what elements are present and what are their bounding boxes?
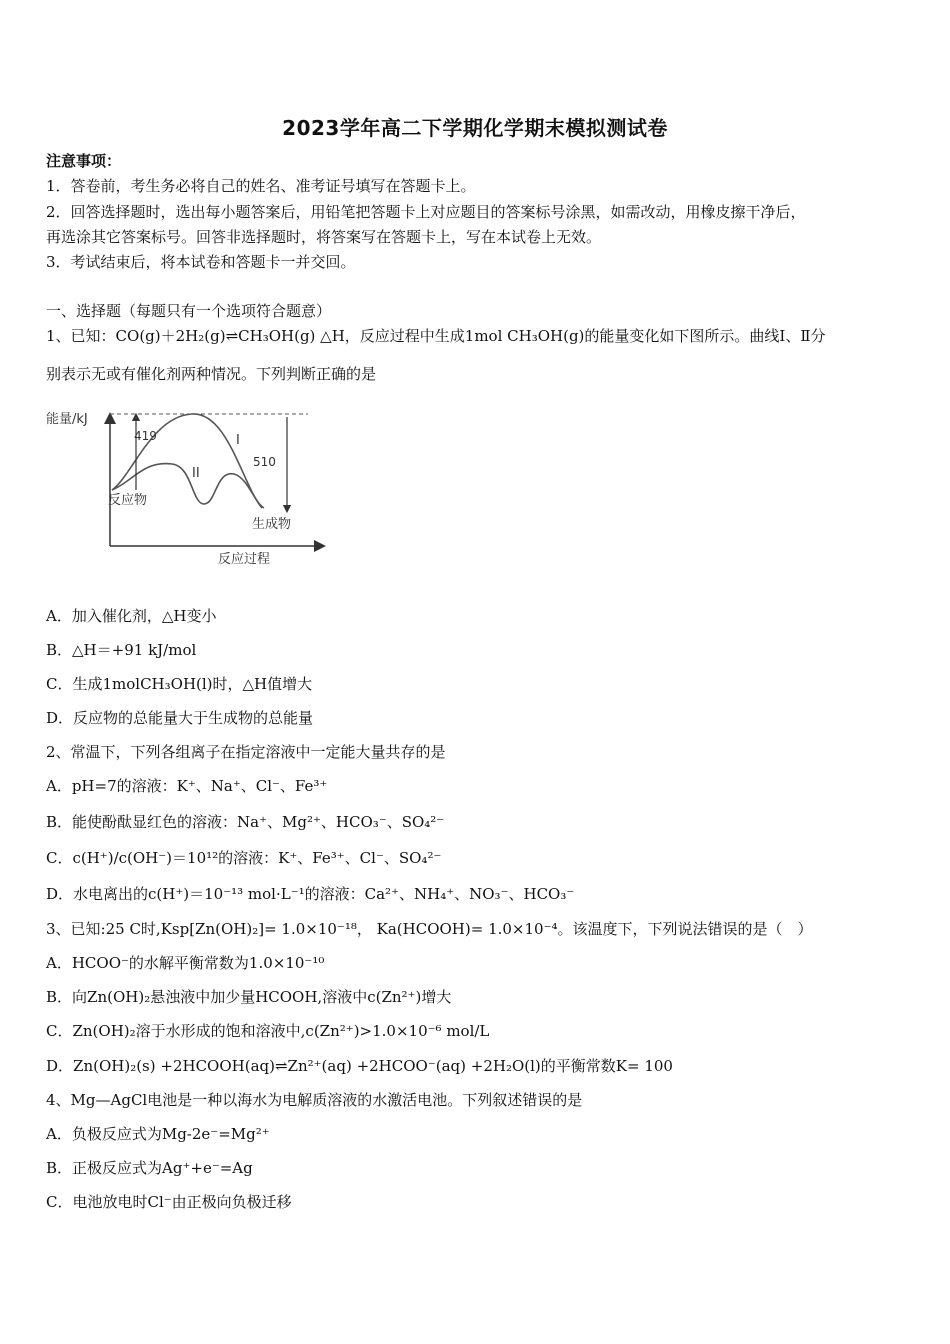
q2-option-c: C．c(H⁺)/c(OH⁻)＝10¹²的溶液：K⁺、Fe³⁺、Cl⁻、SO₄²⁻ — [46, 849, 442, 867]
q1-option-b: B．△H＝+91 kJ/mol — [46, 641, 197, 659]
q4-option-b: B．正极反应式为Ag⁺+e⁻=Ag — [46, 1159, 253, 1177]
q3-option-a: A．HCOO⁻的水解平衡常数为1.0×10⁻¹⁰ — [46, 954, 325, 972]
total-value-label: 510 — [253, 455, 276, 469]
q2-option-d: D．水电离出的c(H⁺)＝10⁻¹³ mol·L⁻¹的溶液：Ca²⁺、NH₄⁺、NO₃⁻、HCO₃⁻ — [46, 885, 575, 903]
product-label: 生成物 — [252, 517, 292, 532]
q1-option-d: D．反应物的总能量大于生成物的总能量 — [46, 709, 314, 727]
notice-item: 再选涂其它答案标号。回答非选择题时，将答案写在答题卡上，写在本试卷上无效。 — [46, 228, 602, 246]
question-3-stem: 3、已知:25 C时,Ksp[Zn(OH)₂]= 1.0×10⁻¹⁸， Ka(HCOOH)= 1.0×10⁻⁴。该温度下，下列说法错误的是（ ） — [46, 920, 813, 938]
question-1-stem: 1、已知：CO(g)＋2H₂(g)⇌CH₃OH(g) △H，反应过程中生成1mol CH₃OH(g)的能量变化如下图所示。曲线Ⅰ、Ⅱ分 — [46, 327, 826, 345]
page-title: 2023学年高二下学期化学期末模拟测试卷 — [282, 116, 668, 140]
q3-option-d: D．Zn(OH)₂(s) +2HCOOH(aq)⇌Zn²⁺(aq) +2HCOO⁻(aq) +2H₂O(l)的平衡常数K= 100 — [46, 1057, 673, 1075]
q3-option-b: B．向Zn(OH)₂悬浊液中加少量HCOOH,溶液中c(Zn²⁺)增大 — [46, 988, 452, 1006]
q3-option-c: C．Zn(OH)₂溶于水形成的饱和溶液中,c(Zn²⁺)>1.0×10⁻⁶ mol/L — [46, 1022, 490, 1040]
section-heading: 一、选择题（每题只有一个选项符合题意） — [46, 302, 332, 320]
x-axis-label: 反应过程 — [218, 552, 271, 567]
curve-I-label: I — [236, 433, 240, 448]
notice-item: 3．考试结束后，将本试卷和答题卡一并交回。 — [46, 253, 356, 271]
ea-value-label: 419 — [134, 429, 157, 443]
q2-option-a: A．pH=7的溶液：K⁺、Na⁺、Cl⁻、Fe³⁺ — [46, 777, 328, 795]
q1-option-a: A．加入催化剂，△H变小 — [46, 607, 217, 625]
question-2-stem: 2、常温下，下列各组离子在指定溶液中一定能大量共存的是 — [46, 743, 446, 761]
energy-diagram — [40, 398, 340, 574]
q2-option-b: B．能使酚酞显红色的溶液：Na⁺、Mg²⁺、HCO₃⁻、SO₄²⁻ — [46, 813, 445, 831]
curve-II-label: II — [192, 466, 200, 481]
y-axis-label: 能量/kJ — [46, 412, 88, 427]
q1-option-c: C．生成1molCH₃OH(l)时，△H值增大 — [46, 675, 313, 693]
notice-item: 2．回答选择题时，选出每小题答案后，用铅笔把答题卡上对应题目的答案标号涂黑，如需改动，用橡皮擦干净后， — [46, 203, 806, 221]
notice-heading: 注意事项： — [46, 152, 122, 170]
notice-item: 1．答卷前，考生务必将自己的姓名、准考证号填写在答题卡上。 — [46, 177, 476, 195]
q4-option-c: C．电池放电时Cl⁻由正极向负极迁移 — [46, 1193, 292, 1211]
reactant-label: 反应物 — [108, 493, 148, 508]
q4-option-a: A．负极反应式为Mg-2e⁻=Mg²⁺ — [46, 1125, 270, 1143]
question-1-stem-cont: 别表示无或有催化剂两种情况。下列判断正确的是 — [46, 365, 377, 383]
question-4-stem: 4、Mg—AgCl电池是一种以海水为电解质溶液的水激活电池。下列叙述错误的是 — [46, 1091, 583, 1109]
